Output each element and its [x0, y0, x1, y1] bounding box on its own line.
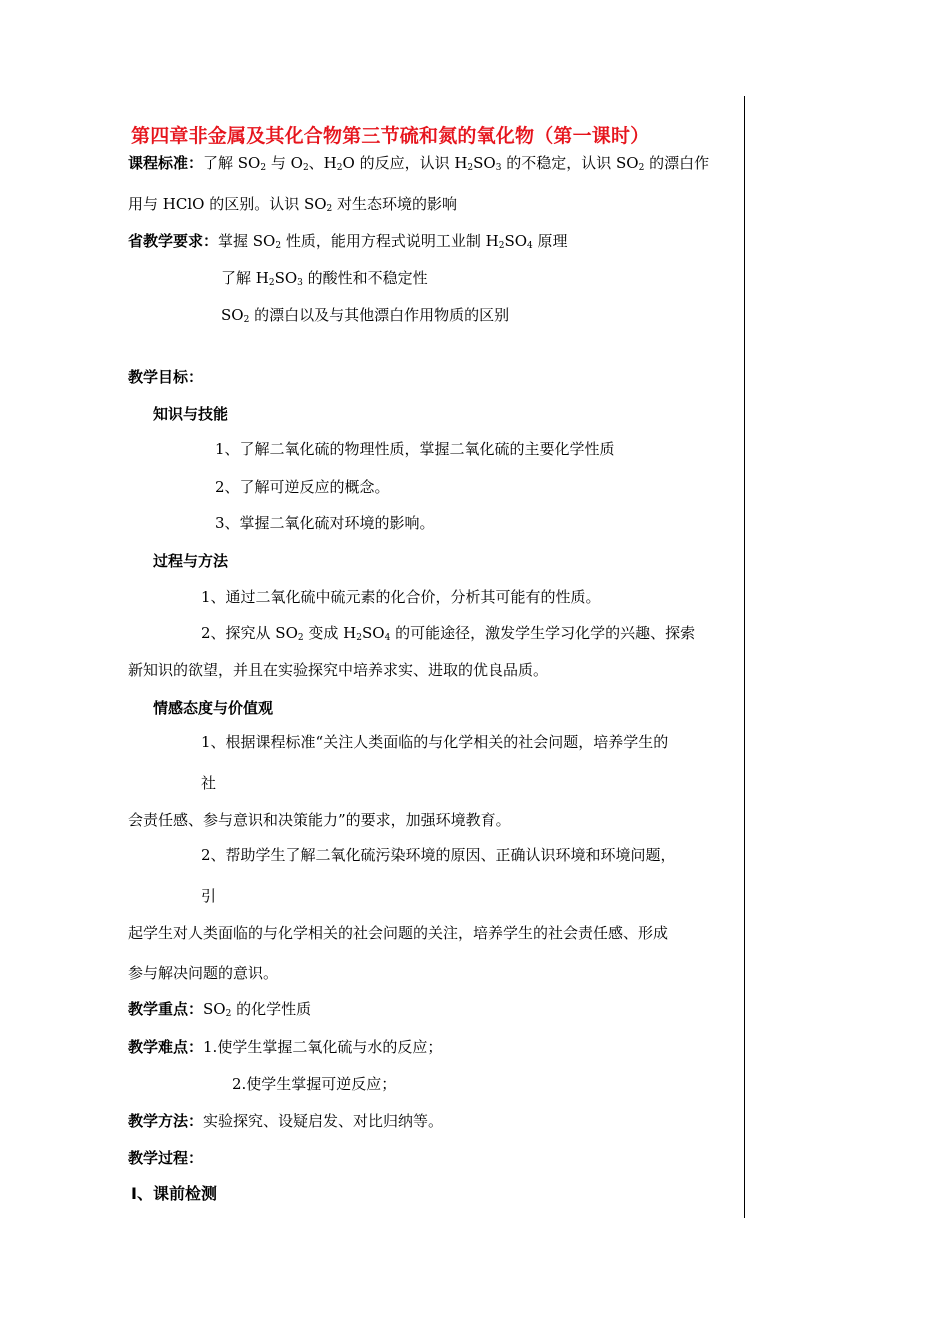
key-point-label: 教学重点：	[128, 1000, 204, 1018]
process-item-2: 2、探究从 $SO_2$ 变成 $H_2SO_4$ 的可能途径，激发学生学习化学的兴趣、探索	[201, 624, 696, 643]
difficulty-line-1: 教学难点：1.使学生掌握二氧化硫与水的反应；	[128, 1038, 443, 1056]
objectives-heading: 教学目标：	[128, 368, 204, 386]
province-requirement-line-2: 了解 $H_2SO_3$ 的酸性和不稳定性	[221, 269, 428, 288]
method-line: 教学方法：实验探究、设疑启发、对比归纳等。	[128, 1112, 444, 1130]
key-point-line: 教学重点：$SO_2$ 的化学性质	[128, 1000, 312, 1019]
knowledge-item-1: 1、了解二氧化硫的物理性质，掌握二氧化硫的主要化学性质	[215, 440, 615, 458]
process-method-heading: 过程与方法	[153, 552, 229, 570]
province-requirement-line-3: $SO_2$ 的漂白以及与其他漂白作用物质的区别	[221, 306, 510, 325]
emotion-item-2-cont-2: 参与解决问题的意识。	[128, 964, 279, 982]
emotion-item-2: 2、帮助学生了解二氧化硫污染环境的原因、正确认识环境和环境问题，	[201, 846, 676, 864]
teaching-process-heading: 教学过程：	[128, 1149, 204, 1167]
emotion-item-1: 1、根据课程标准“关注人类面临的与化学相关的社会问题，培养学生的	[201, 733, 669, 751]
province-requirement-label: 省教学要求：	[128, 232, 219, 250]
emotion-item-2-wrap: 引	[201, 887, 217, 905]
knowledge-item-3: 3、掌握二氧化硫对环境的影响。	[215, 514, 435, 532]
right-margin-rule	[744, 96, 745, 1218]
process-item-2-cont: 新知识的欲望，并且在实验探究中培养求实、进取的优良品质。	[128, 661, 549, 679]
section-pre-class-check: Ⅰ、课前检测	[131, 1184, 217, 1203]
course-standard-label: 课程标准：	[128, 154, 204, 172]
knowledge-skills-heading: 知识与技能	[153, 405, 229, 423]
difficulty-line-2: 2.使学生掌握可逆反应；	[232, 1075, 397, 1093]
process-item-1: 1、通过二氧化硫中硫元素的化合价，分析其可能有的性质。	[201, 588, 601, 606]
emotion-item-1-wrap: 社	[201, 774, 217, 792]
course-standard-line-2: 用与 HClO 的区别。认识 $SO_2$ 对生态环境的影响	[128, 195, 458, 214]
course-standard-line-1: 课程标准：了解 $SO_2$ 与 $O_2$、$H_2O$ 的反应，认识 $H_2SO_3$ 的不稳定，认识 $SO_2$ 的漂白作	[128, 154, 710, 173]
difficulty-label: 教学难点：	[128, 1038, 204, 1056]
emotion-item-2-cont: 起学生对人类面临的与化学相关的社会问题的关注，培养学生的社会责任感、形成	[128, 924, 669, 942]
document-title: 第四章非金属及其化合物第三节硫和氮的氧化物（第一课时）	[131, 125, 650, 147]
province-requirement-line-1: 省教学要求：掌握 $SO_2$ 性质，能用方程式说明工业制 $H_2SO_4$ 原理	[128, 232, 568, 251]
knowledge-item-2: 2、了解可逆反应的概念。	[215, 478, 390, 496]
method-label: 教学方法：	[128, 1112, 204, 1130]
emotion-item-1-cont: 会责任感、参与意识和决策能力”的要求，加强环境教育。	[128, 811, 511, 829]
emotion-values-heading: 情感态度与价值观	[153, 699, 274, 717]
